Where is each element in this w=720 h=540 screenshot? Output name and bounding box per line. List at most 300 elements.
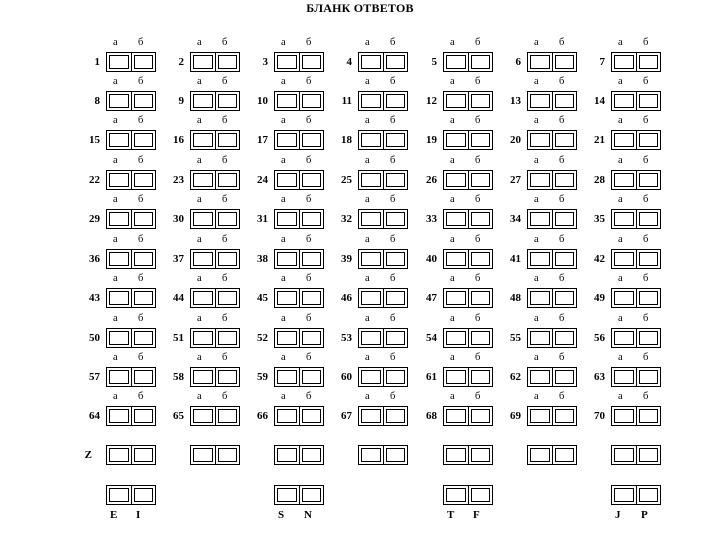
- option-label-b: б: [643, 273, 649, 284]
- answer-box-a[interactable]: [275, 446, 300, 464]
- answer-box-b[interactable]: [216, 210, 240, 228]
- answer-box-a[interactable]: [275, 171, 300, 189]
- question-number: 33: [426, 213, 437, 225]
- answer-box-b[interactable]: [384, 289, 408, 307]
- answer-pair-10: [274, 91, 324, 111]
- answer-pair-14: [611, 91, 661, 111]
- answer-box-a[interactable]: [528, 171, 553, 189]
- option-label-b: б: [559, 155, 565, 166]
- answer-box-a[interactable]: [612, 210, 637, 228]
- answer-box-a[interactable]: [612, 486, 637, 504]
- answer-box-b[interactable]: [300, 407, 324, 425]
- answer-pair-58: [190, 367, 240, 387]
- question-number: 17: [257, 134, 268, 146]
- option-label-b: б: [475, 76, 481, 87]
- answer-box-a[interactable]: [191, 250, 216, 268]
- answer-box-a[interactable]: [275, 92, 300, 110]
- answer-pair-70: [611, 406, 661, 426]
- option-label-a: а: [113, 273, 118, 284]
- answer-box-b[interactable]: [384, 171, 408, 189]
- scale-pair-TF: [443, 485, 493, 505]
- answer-box-a[interactable]: [107, 210, 132, 228]
- answer-box-a[interactable]: [107, 250, 132, 268]
- question-number: 15: [89, 134, 100, 146]
- answer-box-a[interactable]: [612, 407, 637, 425]
- answer-box-a[interactable]: [444, 486, 469, 504]
- option-label-a: а: [618, 155, 623, 166]
- answer-box-b[interactable]: [132, 131, 156, 149]
- question-number: 18: [341, 134, 352, 146]
- answer-pair-5: [443, 52, 493, 72]
- option-label-a: а: [365, 155, 370, 166]
- answer-box-a[interactable]: [444, 92, 469, 110]
- answer-box-a[interactable]: [359, 289, 384, 307]
- answer-box-b[interactable]: [300, 53, 324, 71]
- answer-box-b[interactable]: [132, 171, 156, 189]
- answer-box-b[interactable]: [637, 250, 661, 268]
- answer-box-b[interactable]: [300, 486, 324, 504]
- option-label-b: б: [559, 37, 565, 48]
- answer-box-b[interactable]: [216, 446, 240, 464]
- answer-box-b[interactable]: [553, 250, 577, 268]
- option-label-a: а: [197, 313, 202, 324]
- answer-box-b[interactable]: [637, 329, 661, 347]
- option-label-a: а: [534, 234, 539, 245]
- answer-box-a[interactable]: [107, 329, 132, 347]
- answer-box-a[interactable]: [528, 368, 553, 386]
- option-label-a: а: [281, 273, 286, 284]
- answer-box-b[interactable]: [132, 368, 156, 386]
- answer-box-b[interactable]: [216, 329, 240, 347]
- answer-box-a[interactable]: [191, 53, 216, 71]
- answer-box-a[interactable]: [528, 92, 553, 110]
- answer-pair-25: [358, 170, 408, 190]
- answer-box-a[interactable]: [359, 92, 384, 110]
- answer-box-b[interactable]: [637, 53, 661, 71]
- answer-box-b[interactable]: [216, 171, 240, 189]
- answer-box-a[interactable]: [612, 446, 637, 464]
- option-label-b: б: [475, 273, 481, 284]
- answer-box-a[interactable]: [275, 368, 300, 386]
- answer-box-b[interactable]: [469, 92, 493, 110]
- answer-box-b[interactable]: [132, 486, 156, 504]
- question-number: 39: [341, 253, 352, 265]
- z-answer-pair-4: [358, 445, 408, 465]
- answer-box-b[interactable]: [469, 250, 493, 268]
- answer-box-b[interactable]: [553, 210, 577, 228]
- z-answer-pair-1: [106, 445, 156, 465]
- option-label-a: а: [618, 313, 623, 324]
- scale-letter-left: J: [615, 509, 621, 521]
- answer-box-a[interactable]: [612, 53, 637, 71]
- answer-box-a[interactable]: [191, 92, 216, 110]
- question-number: 26: [426, 174, 437, 186]
- answer-box-b[interactable]: [637, 210, 661, 228]
- answer-box-b[interactable]: [553, 289, 577, 307]
- answer-box-a[interactable]: [444, 171, 469, 189]
- answer-pair-56: [611, 328, 661, 348]
- question-number: 20: [510, 134, 521, 146]
- answer-box-b[interactable]: [553, 329, 577, 347]
- question-number: 37: [173, 253, 184, 265]
- answer-box-b[interactable]: [216, 53, 240, 71]
- answer-box-b[interactable]: [469, 329, 493, 347]
- option-label-a: а: [365, 234, 370, 245]
- answer-box-a[interactable]: [359, 210, 384, 228]
- answer-box-b[interactable]: [300, 289, 324, 307]
- option-label-b: б: [306, 273, 312, 284]
- question-number: 7: [599, 56, 605, 68]
- answer-box-a[interactable]: [359, 368, 384, 386]
- option-label-a: а: [197, 234, 202, 245]
- answer-pair-48: [527, 288, 577, 308]
- answer-box-a[interactable]: [191, 329, 216, 347]
- option-label-a: а: [450, 155, 455, 166]
- answer-box-a[interactable]: [275, 407, 300, 425]
- option-label-a: а: [618, 391, 623, 402]
- answer-box-a[interactable]: [275, 250, 300, 268]
- option-label-b: б: [138, 155, 144, 166]
- answer-box-b[interactable]: [469, 289, 493, 307]
- answer-box-a[interactable]: [612, 171, 637, 189]
- scale-letter-left: S: [278, 509, 285, 521]
- answer-box-a[interactable]: [275, 289, 300, 307]
- answer-pair-61: [443, 367, 493, 387]
- z-answer-pair-2: [190, 445, 240, 465]
- question-number: 36: [89, 253, 100, 265]
- option-label-a: а: [618, 234, 623, 245]
- option-label-b: б: [138, 313, 144, 324]
- answer-box-a[interactable]: [612, 289, 637, 307]
- answer-pair-19: [443, 130, 493, 150]
- answer-box-b[interactable]: [469, 210, 493, 228]
- answer-box-a[interactable]: [528, 53, 553, 71]
- option-label-b: б: [559, 234, 565, 245]
- answer-box-a[interactable]: [444, 53, 469, 71]
- question-number: 44: [173, 292, 184, 304]
- answer-box-b[interactable]: [553, 53, 577, 71]
- answer-box-b[interactable]: [132, 92, 156, 110]
- answer-box-a[interactable]: [275, 131, 300, 149]
- answer-pair-57: [106, 367, 156, 387]
- question-number: 67: [341, 410, 352, 422]
- option-label-a: а: [618, 273, 623, 284]
- answer-box-b[interactable]: [132, 289, 156, 307]
- answer-box-b[interactable]: [300, 250, 324, 268]
- scale-pair-EI: [106, 485, 156, 505]
- answer-box-a[interactable]: [275, 210, 300, 228]
- answer-box-a[interactable]: [191, 171, 216, 189]
- answer-box-a[interactable]: [612, 329, 637, 347]
- answer-box-a[interactable]: [191, 210, 216, 228]
- answer-box-b[interactable]: [384, 329, 408, 347]
- option-label-a: а: [365, 115, 370, 126]
- option-label-a: а: [365, 37, 370, 48]
- answer-box-b[interactable]: [384, 210, 408, 228]
- answer-pair-62: [527, 367, 577, 387]
- question-number: 46: [341, 292, 352, 304]
- answer-box-b[interactable]: [132, 210, 156, 228]
- question-number: 16: [173, 134, 184, 146]
- answer-box-a[interactable]: [528, 289, 553, 307]
- question-number: 51: [173, 332, 184, 344]
- answer-box-b[interactable]: [300, 446, 324, 464]
- answer-box-a[interactable]: [191, 131, 216, 149]
- answer-box-b[interactable]: [132, 329, 156, 347]
- answer-box-a[interactable]: [444, 446, 469, 464]
- answer-box-b[interactable]: [216, 289, 240, 307]
- question-number: 34: [510, 213, 521, 225]
- question-number: 50: [89, 332, 100, 344]
- answer-pair-23: [190, 170, 240, 190]
- answer-box-a[interactable]: [107, 368, 132, 386]
- answer-box-b[interactable]: [300, 171, 324, 189]
- answer-box-a[interactable]: [444, 407, 469, 425]
- answer-box-b[interactable]: [637, 289, 661, 307]
- answer-pair-67: [358, 406, 408, 426]
- answer-box-a[interactable]: [191, 446, 216, 464]
- answer-pair-55: [527, 328, 577, 348]
- option-label-b: б: [222, 234, 228, 245]
- answer-box-b[interactable]: [469, 368, 493, 386]
- answer-box-a[interactable]: [107, 92, 132, 110]
- answer-box-b[interactable]: [132, 250, 156, 268]
- answer-box-a[interactable]: [612, 92, 637, 110]
- option-label-b: б: [306, 76, 312, 87]
- answer-box-b[interactable]: [553, 446, 577, 464]
- answer-box-a[interactable]: [444, 250, 469, 268]
- answer-box-a[interactable]: [612, 368, 637, 386]
- answer-box-a[interactable]: [107, 486, 132, 504]
- question-number: 10: [257, 95, 268, 107]
- answer-box-b[interactable]: [132, 407, 156, 425]
- answer-box-a[interactable]: [359, 171, 384, 189]
- option-label-a: а: [534, 313, 539, 324]
- question-number: 48: [510, 292, 521, 304]
- option-label-b: б: [138, 273, 144, 284]
- answer-box-a[interactable]: [275, 486, 300, 504]
- answer-box-b[interactable]: [216, 92, 240, 110]
- answer-box-a[interactable]: [107, 131, 132, 149]
- answer-box-b[interactable]: [637, 446, 661, 464]
- answer-box-b[interactable]: [216, 368, 240, 386]
- option-label-a: а: [113, 234, 118, 245]
- answer-box-a[interactable]: [191, 289, 216, 307]
- answer-box-b[interactable]: [637, 407, 661, 425]
- answer-box-b[interactable]: [300, 368, 324, 386]
- answer-pair-22: [106, 170, 156, 190]
- answer-box-a[interactable]: [107, 53, 132, 71]
- answer-box-b[interactable]: [469, 407, 493, 425]
- answer-box-b[interactable]: [637, 368, 661, 386]
- answer-pair-29: [106, 209, 156, 229]
- answer-box-b[interactable]: [553, 368, 577, 386]
- option-label-a: а: [197, 391, 202, 402]
- answer-box-b[interactable]: [384, 250, 408, 268]
- answer-box-a[interactable]: [359, 407, 384, 425]
- option-label-b: б: [643, 76, 649, 87]
- question-number: 21: [594, 134, 605, 146]
- answer-pair-69: [527, 406, 577, 426]
- option-label-a: а: [450, 76, 455, 87]
- answer-pair-53: [358, 328, 408, 348]
- question-number: 61: [426, 371, 437, 383]
- answer-box-a[interactable]: [444, 368, 469, 386]
- answer-box-b[interactable]: [553, 92, 577, 110]
- question-number: 65: [173, 410, 184, 422]
- option-label-b: б: [475, 155, 481, 166]
- answer-box-b[interactable]: [216, 250, 240, 268]
- answer-box-b[interactable]: [132, 446, 156, 464]
- answer-box-b[interactable]: [469, 131, 493, 149]
- answer-box-b[interactable]: [553, 407, 577, 425]
- answer-pair-20: [527, 130, 577, 150]
- answer-box-a[interactable]: [359, 53, 384, 71]
- answer-box-b[interactable]: [469, 171, 493, 189]
- option-label-b: б: [643, 194, 649, 205]
- answer-pair-7: [611, 52, 661, 72]
- option-label-a: а: [365, 273, 370, 284]
- answer-pair-17: [274, 130, 324, 150]
- option-label-b: б: [306, 115, 312, 126]
- option-label-b: б: [138, 391, 144, 402]
- answer-box-a[interactable]: [528, 210, 553, 228]
- answer-box-a[interactable]: [528, 250, 553, 268]
- answer-box-a[interactable]: [612, 250, 637, 268]
- answer-box-a[interactable]: [107, 407, 132, 425]
- option-label-b: б: [222, 313, 228, 324]
- answer-box-b[interactable]: [300, 329, 324, 347]
- option-label-a: а: [618, 352, 623, 363]
- answer-box-b[interactable]: [384, 368, 408, 386]
- answer-box-a[interactable]: [359, 446, 384, 464]
- answer-box-b[interactable]: [384, 446, 408, 464]
- answer-sheet-title: БЛАНК ОТВЕТОВ: [306, 1, 414, 15]
- option-label-a: а: [450, 37, 455, 48]
- option-label-b: б: [390, 391, 396, 402]
- option-label-b: б: [222, 155, 228, 166]
- answer-box-a[interactable]: [107, 289, 132, 307]
- answer-box-b[interactable]: [469, 53, 493, 71]
- answer-box-b[interactable]: [553, 171, 577, 189]
- answer-box-a[interactable]: [191, 368, 216, 386]
- answer-box-b[interactable]: [300, 92, 324, 110]
- option-label-a: а: [281, 194, 286, 205]
- answer-pair-37: [190, 249, 240, 269]
- answer-box-a[interactable]: [107, 171, 132, 189]
- answer-box-a[interactable]: [528, 446, 553, 464]
- scale-pair-SN: [274, 485, 324, 505]
- answer-pair-60: [358, 367, 408, 387]
- option-label-a: а: [618, 194, 623, 205]
- option-label-a: а: [450, 194, 455, 205]
- answer-box-a[interactable]: [107, 446, 132, 464]
- question-number: 49: [594, 292, 605, 304]
- option-label-b: б: [138, 37, 144, 48]
- option-label-a: а: [534, 273, 539, 284]
- answer-box-a[interactable]: [191, 407, 216, 425]
- answer-box-b[interactable]: [300, 131, 324, 149]
- option-label-a: а: [113, 352, 118, 363]
- answer-box-a[interactable]: [359, 131, 384, 149]
- answer-box-b[interactable]: [384, 92, 408, 110]
- answer-box-a[interactable]: [612, 131, 637, 149]
- option-label-b: б: [390, 115, 396, 126]
- answer-box-a[interactable]: [275, 329, 300, 347]
- option-label-b: б: [475, 352, 481, 363]
- answer-box-a[interactable]: [275, 53, 300, 71]
- answer-box-b[interactable]: [216, 131, 240, 149]
- option-label-a: а: [618, 76, 623, 87]
- scale-letter-right: F: [473, 509, 480, 521]
- answer-box-b[interactable]: [637, 486, 661, 504]
- option-label-b: б: [475, 391, 481, 402]
- option-label-b: б: [559, 76, 565, 87]
- answer-pair-4: [358, 52, 408, 72]
- option-label-b: б: [643, 37, 649, 48]
- z-answer-pair-6: [527, 445, 577, 465]
- answer-box-b[interactable]: [637, 171, 661, 189]
- option-label-a: а: [534, 155, 539, 166]
- answer-pair-12: [443, 91, 493, 111]
- answer-box-a[interactable]: [528, 407, 553, 425]
- option-label-a: а: [281, 76, 286, 87]
- answer-box-b[interactable]: [384, 53, 408, 71]
- question-number: 5: [431, 56, 437, 68]
- answer-box-b[interactable]: [384, 407, 408, 425]
- option-label-b: б: [643, 313, 649, 324]
- question-number: 2: [178, 56, 184, 68]
- question-number: 69: [510, 410, 521, 422]
- answer-box-b[interactable]: [132, 53, 156, 71]
- option-label-a: а: [450, 234, 455, 245]
- answer-box-a[interactable]: [444, 329, 469, 347]
- answer-box-b[interactable]: [216, 407, 240, 425]
- option-label-a: а: [113, 76, 118, 87]
- answer-box-a[interactable]: [444, 131, 469, 149]
- answer-pair-31: [274, 209, 324, 229]
- answer-box-b[interactable]: [300, 210, 324, 228]
- option-label-b: б: [643, 352, 649, 363]
- question-number: 22: [89, 174, 100, 186]
- answer-box-a[interactable]: [528, 329, 553, 347]
- option-label-b: б: [559, 194, 565, 205]
- answer-box-b[interactable]: [553, 131, 577, 149]
- answer-box-b[interactable]: [469, 486, 493, 504]
- question-number: 53: [341, 332, 352, 344]
- option-label-a: а: [450, 273, 455, 284]
- answer-box-a[interactable]: [359, 250, 384, 268]
- option-label-b: б: [222, 391, 228, 402]
- answer-box-a[interactable]: [359, 329, 384, 347]
- option-label-a: а: [197, 37, 202, 48]
- answer-pair-66: [274, 406, 324, 426]
- answer-box-a[interactable]: [444, 289, 469, 307]
- question-number: 35: [594, 213, 605, 225]
- option-label-a: а: [281, 352, 286, 363]
- answer-box-b[interactable]: [637, 92, 661, 110]
- answer-box-a[interactable]: [528, 131, 553, 149]
- answer-box-a[interactable]: [444, 210, 469, 228]
- option-label-b: б: [222, 273, 228, 284]
- option-label-a: а: [534, 391, 539, 402]
- answer-box-b[interactable]: [637, 131, 661, 149]
- answer-box-b[interactable]: [384, 131, 408, 149]
- answer-box-b[interactable]: [469, 446, 493, 464]
- answer-pair-27: [527, 170, 577, 190]
- option-label-a: а: [365, 313, 370, 324]
- option-label-a: а: [450, 391, 455, 402]
